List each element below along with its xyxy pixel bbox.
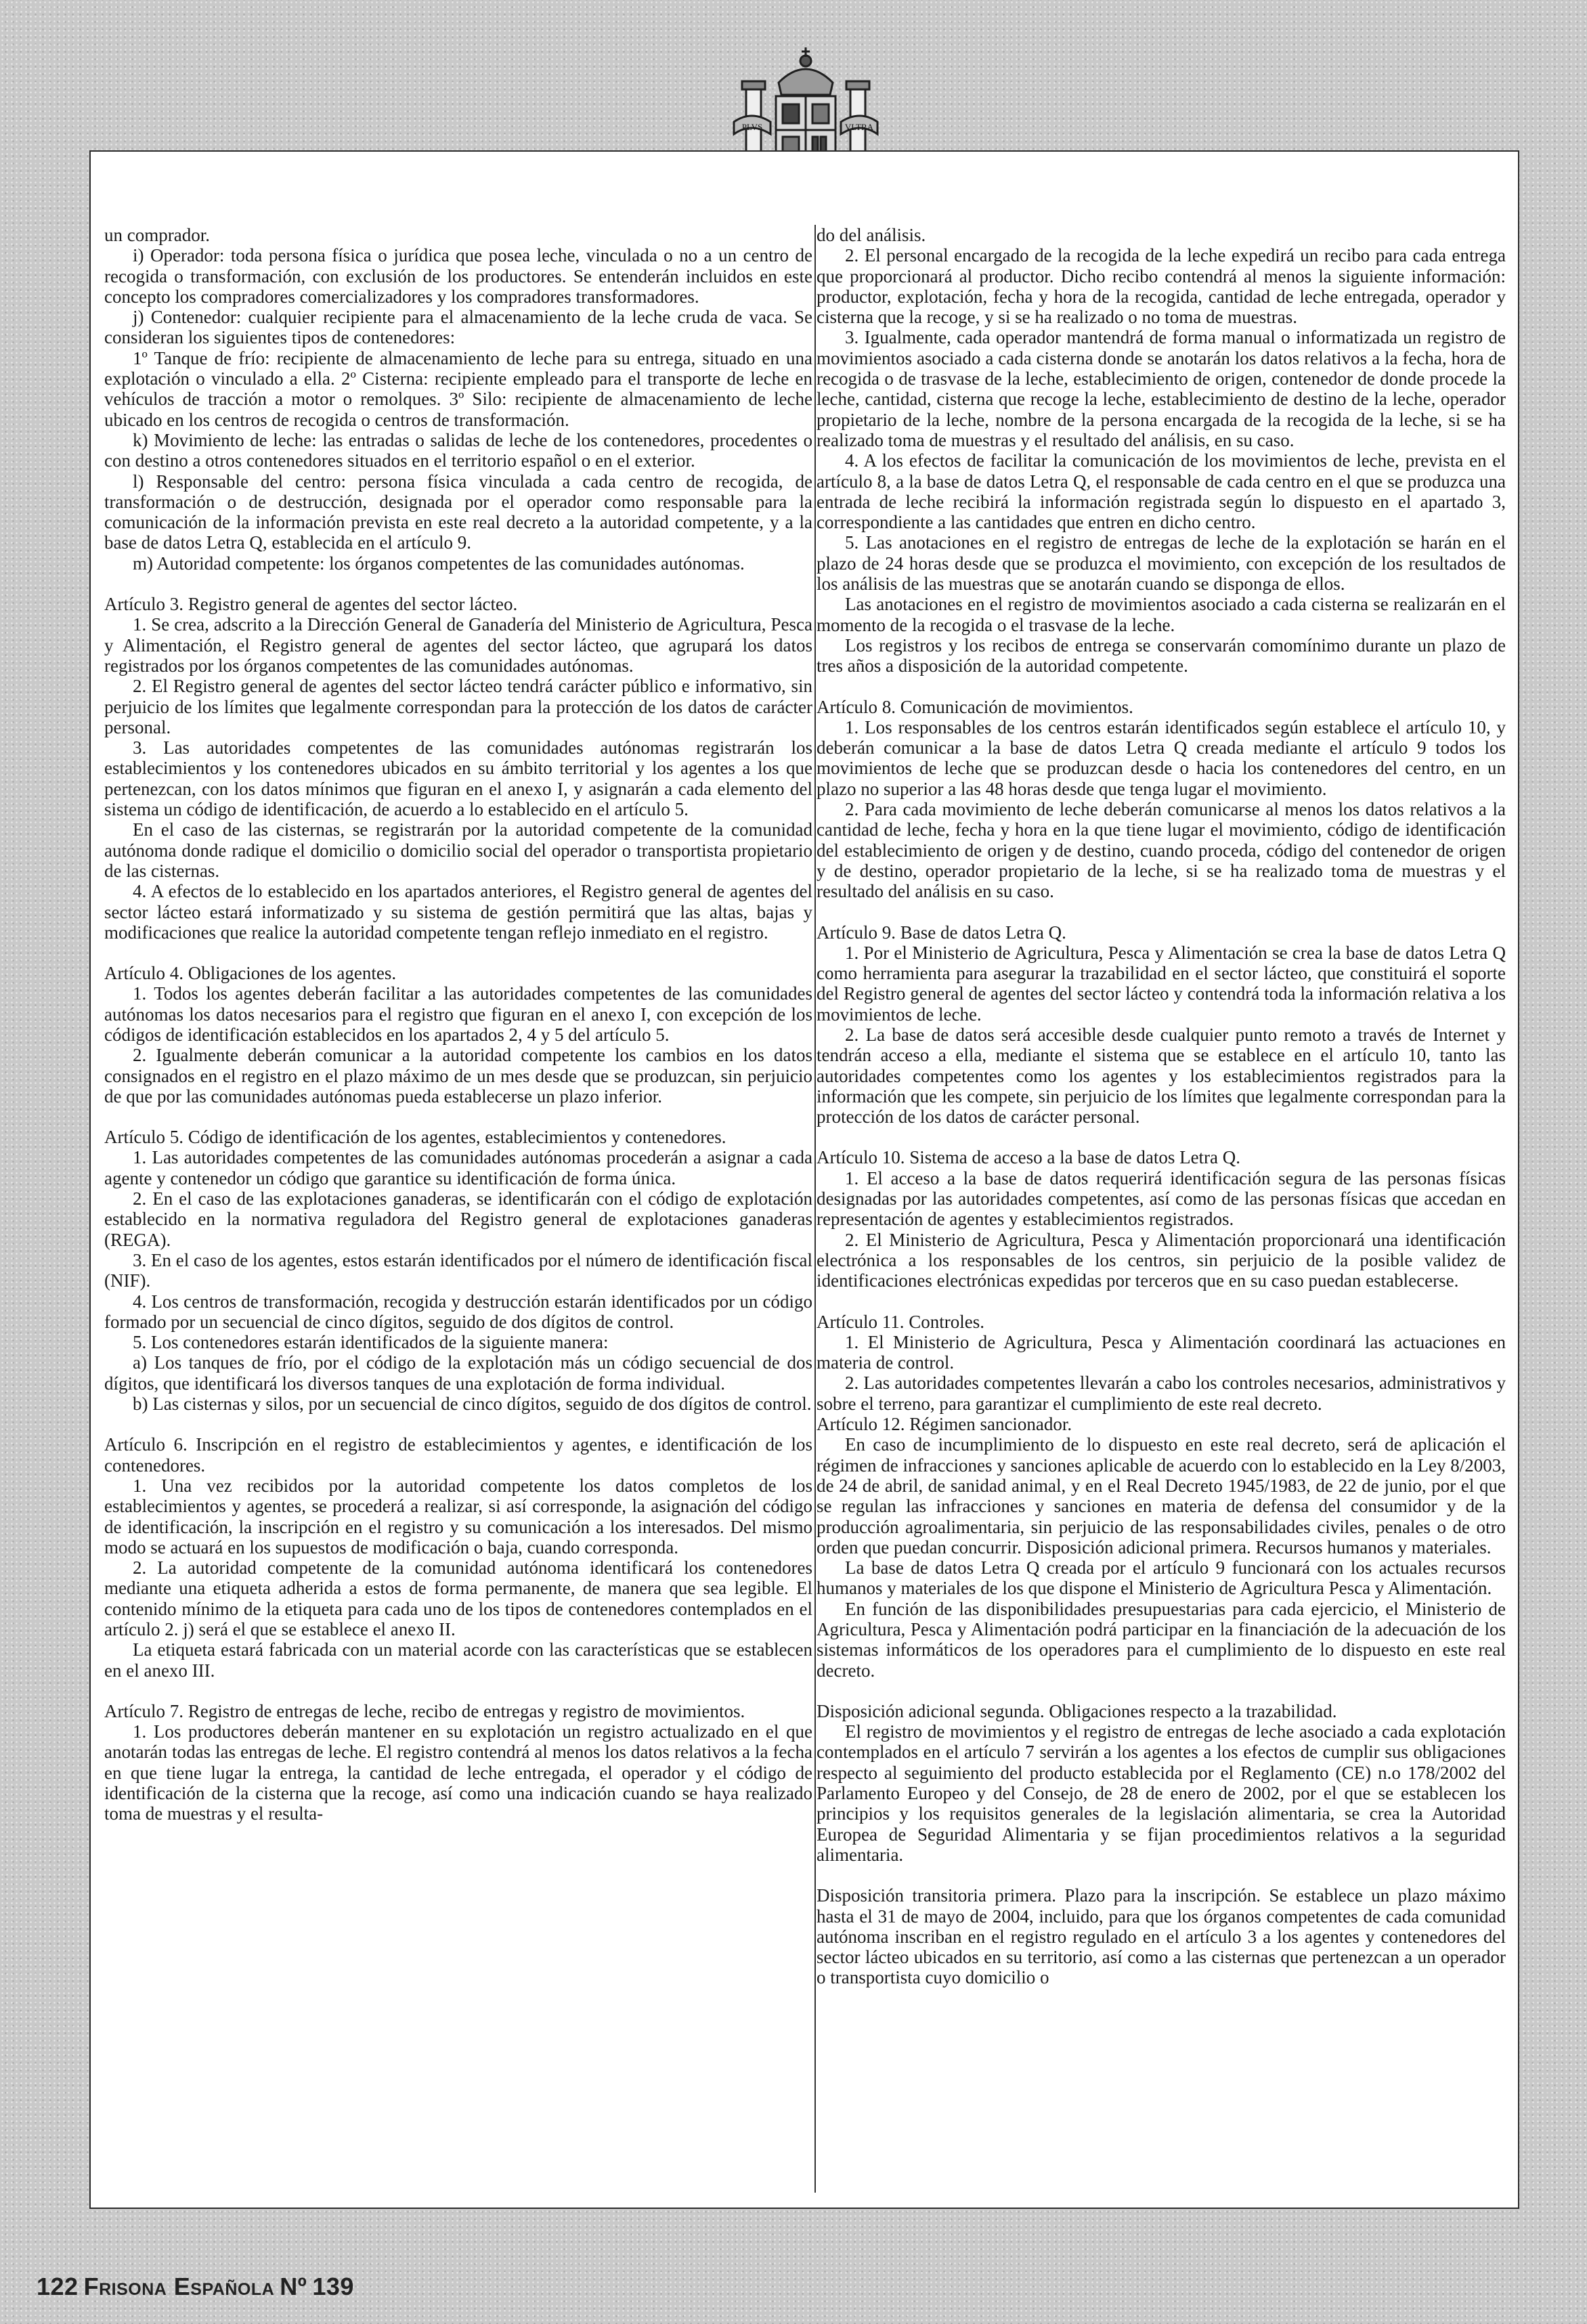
paragraph: 1. Los responsables de los centros estarán identificados según establece el artículo 10, y deberán comunicar a la base de datos Letra Q creada mediante el artículo 9 todos los movimientos de leche que se produzcan desde o hacia los contenedores del centro, en un plazo no superior a las 48 horas desde que tenga lugar el movimiento. [817,716,1506,799]
article-heading: Artículo 6. Inscripción en el registro de establecimientos y agentes, e identificación de los contenedores. [104,1434,812,1476]
page-number: 122 [37,2273,79,2300]
continued-paragraph: do del análisis. [817,225,926,245]
paragraph: 1. Los productores deberán mantener en su explotación un registro actualizado en el que anotarán todas las entregas de leche. El registro contendrá al menos los datos relativos a la fecha en que tiene lugar la entrega, la cantidad de leche entregada, el operador y el código de identificación de la cisterna que la recoge, así como una indicación cuando se haya realizado toma de muestras y el resulta- [104,1721,812,1824]
paragraph: La base de datos Letra Q creada por el artículo 9 funcionará con los actuales recursos humanos y materiales de los que dispone el Ministerio de Agricultura Pesca y Alimentación. [817,1557,1506,1599]
article-heading: Artículo 12. Régimen sancionador. [817,1414,1072,1435]
paragraph: 5. Los contenedores estarán identificados de la siguiente manera: [133,1332,609,1353]
paragraph: 2. Para cada movimiento de leche deberán comunicarse al menos los datos relativos a la cantidad de leche, fecha y hora en la que tiene lugar el movimiento, código de identificación del establecimiento de origen y de destino, cuando proceda, código del contenedor de origen y de destino, operador propietario de la leche, si se ha realizado toma de muestras y el resultado del análisis en su caso. [817,799,1506,902]
paragraph: i) Operador: toda persona física o jurídica que posea leche, vinculada o no a un centro de recogida o transformación, con exclusión de los productores. Se entenderán incluidos en este concepto los compradores comercializadores y los compradores transformadores. [104,245,812,307]
paragraph: En función de las disponibilidades presupuestarias para cada ejercicio, el Ministerio de Agricultura, Pesca y Alimentación podrá participar en la financiación de la adecuación de los sistemas informáticos de los operadores para el cumplimiento de lo dispuesto en este real decreto. [817,1598,1506,1681]
paragraph: j) Contenedor: cualquier recipiente para el almacenamiento de la leche cruda de vaca. Se consideran los siguientes tipos de contenedores: [104,307,812,348]
paragraph: k) Movimiento de leche: las entradas o salidas de leche de los contenedores, procedentes o con destino a otros contenedores situados en el territorio español o en el exterior. [104,429,812,471]
paragraph: Las anotaciones en el registro de movimientos asociado a cada cisterna se realizarán en el momento de la recogida o el trasvase de la leche. [817,594,1506,635]
article-heading: Artículo 4. Obligaciones de los agentes. [104,963,397,984]
right-column [817,225,1506,1988]
paragraph: 3. Las autoridades competentes de las comunidades autónomas registrarán los establecimientos y los contenedores ubicados en su ámbito territorial y los agentes a los que pertenezcan, con los datos mínimos que figuran en el anexo I, y asignarán a cada elemento del sistema un código de identificación, de acuerdo a lo establecido en el artículo 5. [104,737,812,820]
ribbon-right-text: VLTRA [844,122,874,132]
paragraph: 1. El Ministerio de Agricultura, Pesca y Alimentación coordinará las actuaciones en materia de control. [817,1331,1506,1373]
paragraph: Los registros y los recibos de entrega se conservarán comomínimo durante un plazo de tres años a disposición de la autoridad competente. [817,634,1506,676]
issue-number: 139 [312,2273,354,2300]
paragraph: 2. Igualmente deberán comunicar a la autoridad competente los cambios en los datos consignados en el registro en el plazo máximo de un mes desde que se produzcan, sin perjuicio de que por las comunidades autónomas pueda establecerse un plazo inferior. [104,1045,812,1106]
paragraph: 1. Una vez recibidos por la autoridad competente los datos completos de los establecimientos y agentes, se procederá a realizar, si así corresponde, la asignación del código de identificación, la inscripción en el registro y su comunicación a los interesados. Del mismo modo se actuará en los supuestos de modificación o baja, cuando corresponda. [104,1475,812,1557]
paragraph: m) Autoridad competente: los órganos competentes de las comunidades autónomas. [133,553,745,574]
document-page [89,150,1519,2209]
paragraph: 2. En el caso de las explotaciones ganaderas, se identificarán con el código de explotación establecido en la normativa reguladora del Registro general de explotaciones ganaderas (REGA). [104,1188,812,1250]
article-heading: Disposición adicional segunda. Obligaciones respecto a la trazabilidad. [817,1700,1337,1721]
paragraph: 1. Se crea, adscrito a la Dirección General de Ganadería del Ministerio de Agricultura, Pesca y Alimentación, el Registro general de agentes del sector lácteo, que agrupará los datos registrados por los órganos competentes de las comunidades autónomas. [104,614,812,676]
paragraph: b) Las cisternas y silos, por un secuencial de cinco dígitos, seguido de dos dígitos de control. [133,1394,812,1415]
ribbon-left-text: PLVS [741,122,763,132]
article-heading: Artículo 9. Base de datos Letra Q. [817,922,1066,943]
article-heading: Artículo 3. Registro general de agentes del sector lácteo. [104,594,518,615]
paragraph: 2. La autoridad competente de la comunidad autónoma identificará los contenedores mediante una etiqueta adherida a estos de forma permanente, de manera que sea legible. El contenido mínimo de la etiqueta para cada uno de los tipos de contenedores contemplados en el artículo 2. j) será el que se establece el anexo II. [104,1557,812,1639]
paragraph: 2. El Ministerio de Agricultura, Pesca y Alimentación proporcionará una identificación electrónica a los responsables de los centros, sin perjuicio de la posible validez de identificaciones electrónicas expedidas por terceros que en su caso puedan establecerse. [817,1229,1506,1291]
paragraph: 5. Las anotaciones en el registro de entregas de leche de la explotación se harán en el plazo de 24 horas desde que se produzca el movimiento, con excepción de los resultados de los análisis de las muestras que se anotarán cuando se disponga de ellos. [817,532,1506,595]
article-heading: Artículo 5. Código de identificación de los agentes, establecimientos y contenedores. [104,1127,726,1148]
paragraph: 3. En el caso de los agentes, estos estarán identificados por el número de identificación fiscal (NIF). [104,1249,812,1291]
paragraph: l) Responsable del centro: persona física vinculada a cada centro de recogida, de transformación o de destrucción, designada por el operador como responsable para la comunicación de la información prevista en este real decreto a la autoridad competente, y a la base de datos Letra Q, establecida en el artículo 9. [104,471,812,553]
left-column [104,225,812,1824]
paragraph: 1º Tanque de frío: recipiente de almacenamiento de leche para su entrega, situado en una explotación o vinculado a ella. 2º Cisterna: recipiente empleado para el transporte de leche en vehículos de tracción a motor o remolques. 3º Silo: recipiente de almacenamiento de leche ubicado en los centros de recogida o centros de transformación. [104,347,812,430]
paragraph: 1. Todos los agentes deberán facilitar a las autoridades competentes de las comunidades autónomas los datos necesarios para el registro que figuran en el anexo I, con excepción de los códigos de identificación establecidos en los apartados 2, 4 y 5 del artículo 5. [104,983,812,1045]
page-footer [37,2273,354,2301]
paragraph: 2. Las autoridades competentes llevarán a cabo los controles necesarios, administrativos y sobre el terreno, para garantizar el cumplimiento de este real decreto. [817,1373,1506,1414]
paragraph: 2. El personal encargado de la recogida de la leche expedirá un recibo para cada entrega que proporcionará al productor. Dicho recibo contendrá al menos la siguiente información: productor, explotación, fecha y hora de la recogida, cantidad de leche entregada, operador y cisterna que la recoge, y si se ha realizado o no toma de muestras. [817,245,1506,328]
article-heading: Artículo 11. Controles. [817,1311,984,1332]
article-heading: Disposición transitoria primera. Plazo para la inscripción. Se establece un plazo máximo hasta el 31 de mayo de 2004, incluido, para que los órganos competentes de cada comunidad autónoma inscriban en el registro regulado en el artículo 3 a los agentes y contenedores del sector lácteo ubicados en su territorio, así como a las cisternas que pertenezcan a un operador o transportista cuyo domicilio o [817,1885,1506,1988]
paragraph: 4. A los efectos de facilitar la comunicación de los movimientos de leche, prevista en el artículo 8, a la base de datos Letra Q, el responsable de cada centro en el que se produzca una entrada de leche recibirá la información registrada según lo dispuesto en el apartado 3, correspondiente a las cantidades que entren en dicho centro. [817,450,1506,533]
issue-label: Nº [280,2273,307,2300]
continued-paragraph: un comprador. [104,225,210,245]
paragraph: 1. Por el Ministerio de Agricultura, Pesca y Alimentación se crea la base de datos Letra Q como herramienta para asegurar la trazabilidad en el sector lácteo, que constituirá el soporte del Registro general de agentes del sector lácteo y contendrá toda la información relativa a los movimientos de leche. [817,942,1506,1025]
paragraph: 3. Igualmente, cada operador mantendrá de forma manual o informatizada un registro de movimientos asociado a cada cisterna donde se anotarán los datos relativos a la fecha, hora de recogida o de trasvase de la leche, establecimiento de origen, contenedor de donde procede la leche, cantidad, cisterna que recoge la leche, establecimiento de destino de la leche, operador propietario de la leche, nombre de la persona encargada de la recogida de la leche, si se ha realizado toma de muestras y el resultado del análisis, en su caso. [817,327,1506,450]
paragraph: El registro de movimientos y el registro de entregas de leche asociado a cada explotación contemplados en el artículo 7 servirán a los agentes a los efectos de cumplir sus obligaciones respecto al seguimiento del producto establecida por el Reglamento (CE) n.o 178/2002 del Parlamento Europeo y del Consejo, de 28 de enero de 2002, por el que se establecen los principios y los requisitos generales de la legislación alimentaria, se crea la Autoridad Europea de Seguridad Alimentaria y se fijan procedimientos relativos a la seguridad alimentaria. [817,1721,1506,1865]
paragraph: 4. A efectos de lo establecido en los apartados anteriores, el Registro general de agentes del sector lácteo estará informatizado y su sistema de gestión permitirá que las altas, bajas y modificaciones que realice la autoridad competente tengan reflejo inmediato en el registro. [104,881,812,943]
publication-name: Frisona Española [83,2273,275,2300]
paragraph: La etiqueta estará fabricada con un material acorde con las características que se establecen en el anexo III. [104,1639,812,1681]
column-divider [814,225,816,2193]
article-heading: Artículo 8. Comunicación de movimientos. [817,696,1133,717]
article-heading: Artículo 7. Registro de entregas de leche, recibo de entregas y registro de movimientos. [104,1700,745,1721]
paragraph: En caso de incumplimiento de lo dispuesto en este real decreto, será de aplicación el régimen de infracciones y sanciones aplicable de acuerdo con lo establecido en la Ley 8/2003, de 24 de abril, de sanidad animal, y en el Real Decreto 1945/1983, de 22 de junio, por el que se regulan las infracciones y sanciones en materia de defensa del consumidor y de la producción agroalimentaria, sin perjuicio de las responsabilidades civiles, penales o de otro orden que puedan concurrir. Disposición adicional primera. Recursos humanos y materiales. [817,1434,1506,1557]
paragraph: En el caso de las cisternas, se registrarán por la autoridad competente de la comunidad autónoma donde radique el domicilio o domicilio social del operador o transportista propietario de las cisternas. [104,819,812,881]
paragraph: 1. Las autoridades competentes de las comunidades autónomas procederán a asignar a cada agente y contenedor un código que garantice su identificación de forma única. [104,1147,812,1188]
paragraph: 2. La base de datos será accesible desde cualquier punto remoto a través de Internet y tendrán acceso a ella, mediante el sistema que se establece en el artículo 10, tanto las autoridades competentes como los agentes y los establecimientos registrados para la información que les compete, sin perjuicio de los límites que legalmente correspondan para la protección de los datos de carácter personal. [817,1024,1506,1127]
paragraph: 1. El acceso a la base de datos requerirá identificación segura de las personas físicas designadas por las autoridades competentes, así como de las personas físicas que accedan en representación de agentes y establecimientos registrados. [817,1167,1506,1230]
article-heading: Artículo 10. Sistema de acceso a la base de datos Letra Q. [817,1147,1241,1168]
paragraph: 4. Los centros de transformación, recogida y destrucción estarán identificados por un código formado por un secuencial de cinco dígitos, seguido de dos dígitos de control. [104,1291,812,1332]
paragraph: 2. El Registro general de agentes del sector lácteo tendrá carácter público e informativo, sin perjuicio de los límites que legalmente correspondan para la protección de los datos de carácter personal. [104,676,812,737]
paragraph: a) Los tanques de frío, por el código de la explotación más un código secuencial de dos dígitos, que identificará los diversos tanques de una explotación de forma individual. [104,1352,812,1394]
